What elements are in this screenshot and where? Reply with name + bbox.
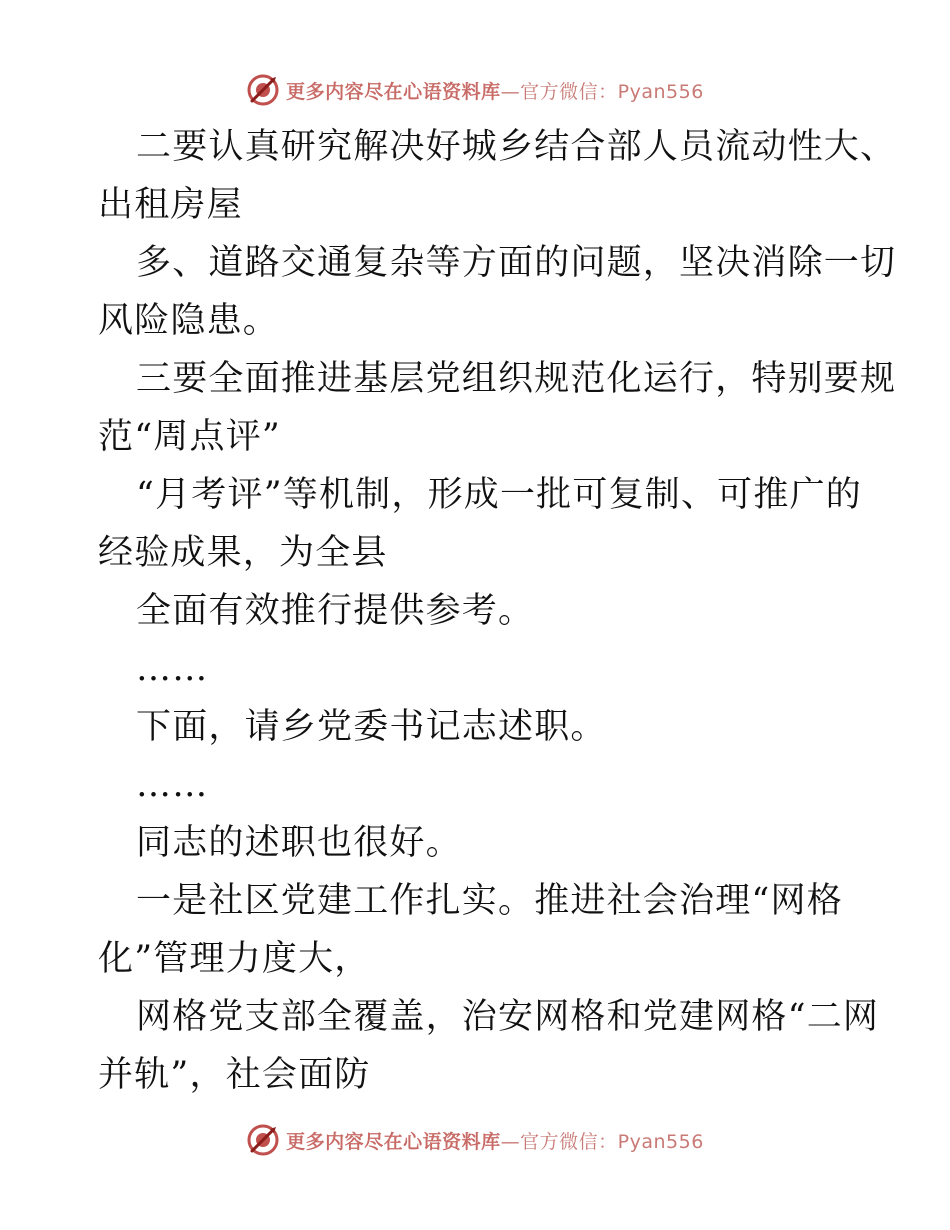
paragraph-line: 三要全面推进基层党组织规范化运行，特别要规 — [136, 359, 897, 399]
paragraph-line: 网格党支部全覆盖，治安网格和党建网格“二网 — [136, 997, 880, 1037]
watermark-contact: —官方微信：Pyan556 — [500, 1130, 704, 1153]
footer-watermark — [0, 1120, 950, 1160]
paragraph-line: 经验成果，为全县 — [98, 533, 388, 573]
paragraph-line: “月考评”等机制，形成一批可复制、可推广的 — [136, 475, 862, 515]
watermark-title: 更多内容尽在心语资料库 — [286, 80, 501, 103]
paragraph-line: 同志的述职也很好。 — [136, 823, 462, 863]
paragraph-line: 并轨”，社会面防 — [98, 1055, 371, 1095]
paragraph-line: 全面有效推行提供参考。 — [136, 591, 535, 631]
ellipsis-line: …… — [136, 765, 209, 805]
header-watermark — [0, 70, 950, 110]
ellipsis-line: …… — [136, 649, 209, 689]
paragraph-line: 多、道路交通复杂等方面的问题，坚决消除一切 — [136, 243, 897, 283]
watermark-title: 更多内容尽在心语资料库 — [286, 1130, 501, 1153]
watermark-text — [286, 1127, 704, 1154]
paragraph-line: 风险隐患。 — [98, 301, 280, 341]
paragraph-line: 范“周点评” — [98, 417, 281, 457]
logo-icon — [246, 1123, 280, 1157]
watermark-contact: —官方微信：Pyan556 — [500, 80, 704, 103]
watermark-text — [286, 77, 704, 104]
paragraph-line: 化”管理力度大， — [98, 939, 371, 979]
document-body — [98, 118, 897, 1104]
paragraph-line: 二要认真研究解决好城乡结合部人员流动性大、 — [136, 127, 897, 167]
logo-icon — [246, 73, 280, 107]
paragraph-line: 出租房屋 — [98, 185, 243, 225]
paragraph-line: 一是社区党建工作扎实。推进社会治理“网格 — [136, 881, 843, 921]
paragraph-line: 下面，请乡党委书记志述职。 — [136, 707, 607, 747]
